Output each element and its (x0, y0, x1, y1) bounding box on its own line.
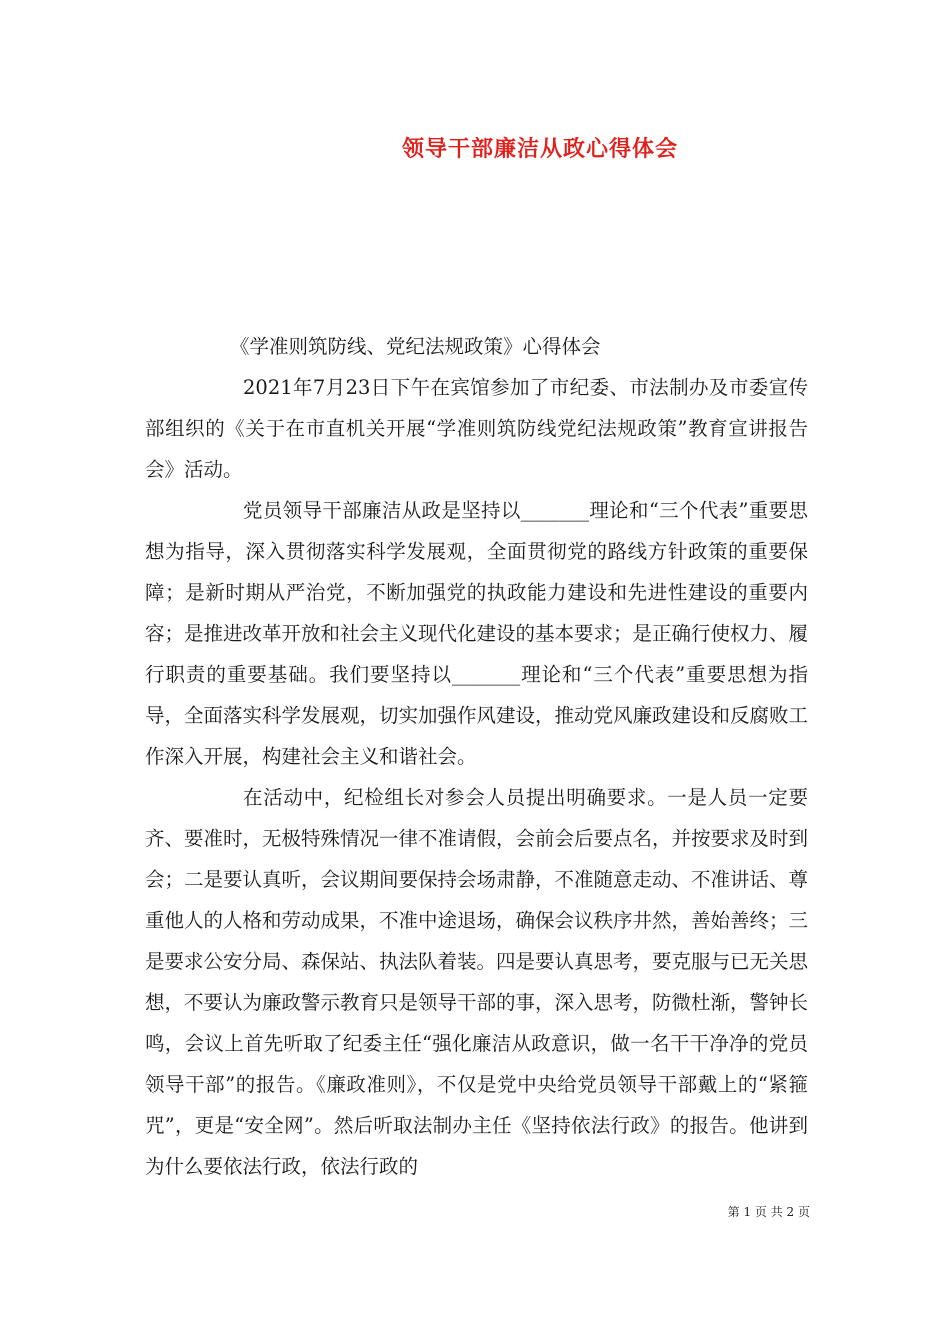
document-subtitle: 《学准则筑防线、党纪法规政策》心得体会 (230, 335, 601, 358)
paragraph-3: 在活动中，纪检组长对参会人员提出明确要求。一是人员一定要齐、要准时，无极特殊情况一律不准请假，会前会后要点名，并按要求及时到会；二是要认真听，会议期间要保持会场肃静，不准随意走动、不准讲话、尊重他人的人格和劳动成果，不准中途退场，确保会议秩序井然，善始善终；三是要求公安分局、森保站、执法队着装。四是要认真思考，要克服与已无关思想，不要认为廉政警示教育只是领导干部的事，深入思考，防微杜渐，警钟长鸣，会议上首先听取了纪委主任“强化廉洁从政意识，做一名干干净净的党员领导干部”的报告。《廉政准则》，不仅是党中央给党员领导干部戴上的“紧箍咒”，更是“安全网”。然后听取法制办主任《坚持依法行政》的报告。他讲到为什么要依法行政，依法行政的 (145, 786, 809, 1178)
document-title: 领导干部廉洁从政心得体会 (401, 136, 678, 162)
paragraph-2: 党员领导干部廉洁从政是坚持以_______理论和“三个代表”重要思想为指导，深入贯彻落实科学发展观，全面贯彻党的路线方针政策的重要保障；是新时期从严治党，不断加强党的执政能力建设和先进性建设的重要内容；是推进改革开放和社会主义现代化建设的基本要求；是正确行使权力、履行职责的重要基础。我们要坚持以_______理论和“三个代表”重要思想为指导，全面落实科学发展观，切实加强作风建设，推动党风廉政建设和反腐败工作深入开展，构建社会主义和谐社会。 (145, 499, 809, 768)
document-body (145, 326, 808, 1187)
page-number: 第 1 页 共 2 页 (727, 1205, 810, 1219)
paragraph-1: 2021年7月23日下午在宾馆参加了市纪委、市法制办及市委宣传部组织的《关于在市直机关开展“学准则筑防线党纪法规政策”教育宣讲报告会》活动。 (145, 376, 808, 481)
